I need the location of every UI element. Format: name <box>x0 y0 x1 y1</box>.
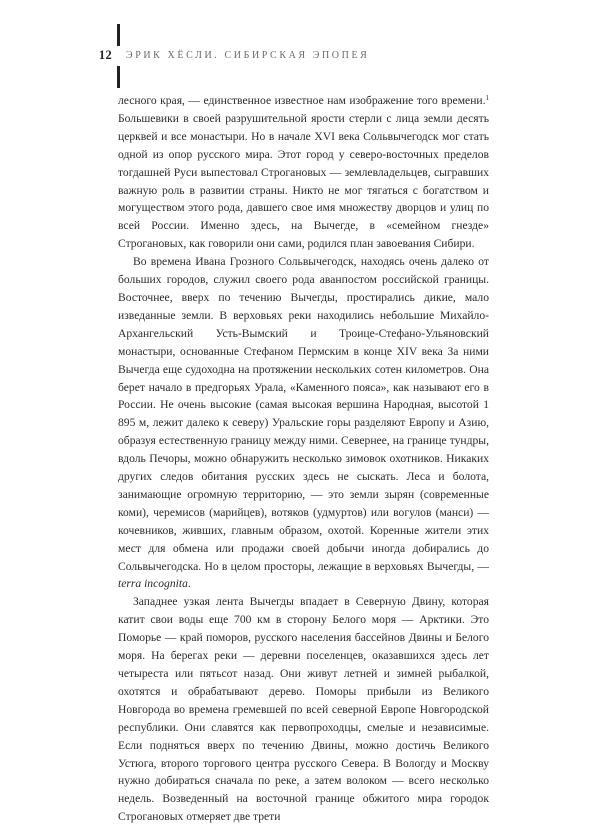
header-rule-top <box>117 24 120 46</box>
footnote-ref-1: 1 <box>485 94 489 102</box>
paragraph-1-text-a: лесного края, — единственное известное нам изображение того времени. <box>118 94 486 107</box>
paragraph-1 <box>118 92 489 253</box>
paragraph-3-text: Западнее узкая лента Вычегды впадает в Северную Двину, которая катит свои воды еще 700 км в сторону Белого моря — Арктики. Это Поморье — край поморов, русского населения бассейнов Двины и Белого моря. На берегах реки — деревни поселенцев, оказавшихся здесь лет четыреста или пятьсот назад. Они живут летней и зимней рыбалкой, охотятся и обрабатывают дерево. Поморы прибыли из Великого Новгорода во времена гремевшей по всей северной Европе Новгородской республики. Они славятся как первопроходцы, смелые и независимые. Если подняться вверх по течению Двины, можно достичь Великого Устюга, второго торгового центра русского Севера. В Вологду и Москву нужно добираться сначала по реке, а затем волоком — всего несколько недель. Возведенный на восточной границе обжитого мира городок Строгановых отмеряет две трети <box>118 595 489 824</box>
paragraph-2-end: . <box>187 577 191 591</box>
paragraph-1-text-b: Большевики в своей разрушительной ярости стерли с лица земли десять церквей и все монастыри. Но в начале XVI века Сольвычегодск мог стать одной из опор русского мира. Этот город у северо-восточных пределов тогдашней Руси выпестовал Строгановых — землевладельцев, сыгравших важную роль в развитии страны. Никто не мог тягаться с богатством и могуществом этого рода, давшего свое имя множеству дворцов и улиц по всей России. Именно здесь, на Вычегде, в «семейном гнезде» Строгановых, как говорили они сами, родился план завоевания Сибири. <box>118 111 489 251</box>
paragraph-3 <box>118 593 489 826</box>
paragraph-2-text: Во времена Ивана Грозного Сольвычегодск, находясь очень далеко от больших городов, служил своего рода аванпостом российской границы. Восточнее, вверх по течению Вычегды, простирались дикие, мало изведанные земли. В верховьях реки находились небольшие Михайло-Архангельский Усть-Вымский и Троице-Стефано-Ульяновский монастыри, основанные Стефаном Пермским в конце XIV века За ними Вычегда еще судоходна на протяжении нескольких сотен километров. Она берет начало в предгорьях Урала, «Каменного пояса», как называют его в России. Не очень высокие (самая высокая вершина Народная, высотой 1 895 м, лежит далеко к северу) Уральские горы разделяют Европу и Азию, образуя естественную границу между ними. Севернее, на границе тундры, вдоль Печоры, можно обнаружить несколько зимовок охотников. Никаких других следов обитания русских здесь не сыскать. Леса и болота, занимающие огромную территорию, — это земли зырян (современные коми), черемисов (марийцев), вотяков (удмуртов) или вогулов (манси) — кочевников, живших, главным образом, охотой. Коренные жители этих мест для обмена или продажи своей добычи иногда добирались до Сольвычегодска. Но в целом просторы, лежащие в верховьях Вычегды, — <box>118 255 489 573</box>
paragraph-2 <box>118 253 489 593</box>
header-rule-bottom <box>117 66 120 88</box>
page-number: 12 <box>98 48 112 62</box>
paragraph-2-italic: terra incognita <box>118 577 188 591</box>
body-text <box>118 92 489 826</box>
running-head: ЭРИК ХЁСЛИ. СИБИРСКАЯ ЭПОПЕЯ <box>126 50 370 61</box>
